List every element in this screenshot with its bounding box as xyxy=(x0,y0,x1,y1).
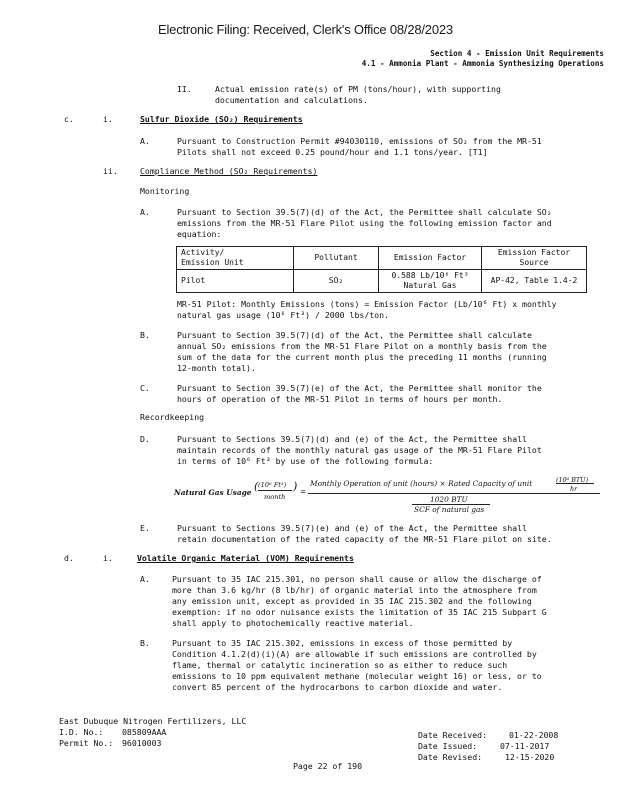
recordkeeping-heading: Recordkeeping xyxy=(140,412,205,422)
m-B-l2: annual SO₂ emissions from the MR-51 Flare Pilot on a monthly basis from the xyxy=(177,341,547,351)
cell-source: AP-42, Table 1.4-2 xyxy=(482,270,587,293)
d-A-l3: any emission unit, except as provided in 35 IAC 215.302 and the following xyxy=(172,596,532,606)
c-A-letter: A. xyxy=(140,136,150,146)
d-B-l3: flame, thermal or catalytic incineration so as either to reduce such xyxy=(172,660,508,670)
date-revised-value: 12-15-2020 xyxy=(505,752,555,762)
date-issued-value: 07-11-2017 xyxy=(500,741,550,751)
m-C-l1: Pursuant to Section 39.5(7)(e) of the Act, the Permittee shall monitor the xyxy=(177,383,542,393)
cell-factor-l2: Natural Gas xyxy=(403,281,457,290)
m-B-l1: Pursuant to Section 39.5(7)(d) of the Act, the Permittee shall calculate xyxy=(177,330,532,340)
footer-permit-value: 96010003 xyxy=(122,738,162,748)
m-A-l3: equation: xyxy=(177,229,222,239)
formula-lhs-den: month xyxy=(264,493,286,501)
th-factor-source xyxy=(482,247,587,270)
formula-lhs-bar xyxy=(258,490,292,491)
date-received-label: Date Received: xyxy=(418,730,488,740)
m-D-l2: maintain records of the monthly natural gas usage of the MR-51 Flare Pilot xyxy=(177,445,542,455)
page-number: Page 22 of 190 xyxy=(293,761,363,771)
d-A-letter: A. xyxy=(140,574,150,584)
d-A-l5: shall apply to photochemically reactive material. xyxy=(172,618,414,628)
m-B-l4: 12-month total). xyxy=(177,363,256,373)
d-B-l5: convert 85 percent of the hydrocarbons to carbon dioxide and water. xyxy=(172,682,503,692)
c-ii-num: ii. xyxy=(103,166,118,176)
d-A-l1: Pursuant to 35 IAC 215.301, no person shall cause or allow the discharge of xyxy=(172,574,542,584)
section-header-line1: Section 4 - Emission Unit Requirements xyxy=(430,49,604,58)
table-row xyxy=(177,270,587,293)
th-emission-factor: Emission Factor xyxy=(379,247,482,270)
cell-factor-l1: 0.588 Lb/10⁶ Ft³ xyxy=(391,271,469,280)
formula-main-bar xyxy=(308,493,600,494)
th-source-l1: Emission Factor xyxy=(497,248,571,257)
date-issued-label: Date Issued: xyxy=(418,741,478,751)
th-activity xyxy=(177,247,294,270)
formula-den1: 1020 BTU xyxy=(430,495,468,504)
m-B-l3: sum of the data for the current month plus the preceding 11 months (running xyxy=(177,352,547,362)
m-E-l2: retain documentation of the rated capacity of the MR-51 Flare pilot on site. xyxy=(177,534,552,544)
date-received-value: 01-22-2008 xyxy=(509,730,559,740)
th-activity-l1: Activity/ xyxy=(181,248,225,257)
m-D-l3: in terms of 10⁶ Ft³ by use of the following formula: xyxy=(177,456,434,466)
formula-equals: = xyxy=(300,487,307,496)
cell-factor xyxy=(379,270,482,293)
emission-factor-table xyxy=(176,246,587,293)
table-header-row xyxy=(177,247,587,270)
cell-pollutant: SO₂ xyxy=(294,270,379,293)
compliance-method-title: Compliance Method (SO₂ Requirements) xyxy=(140,166,318,176)
m-A-l1: Pursuant to Section 39.5(7)(d) of the Act, the Permittee shall calculate SO₂ xyxy=(177,207,552,217)
formula-num-frac-top: (10⁶ BTU) xyxy=(556,476,589,484)
formula-lhs: Natural Gas Usage xyxy=(174,488,252,497)
c-A-l1: Pursuant to Construction Permit #94030110, emissions of SO₂ from the MR-51 xyxy=(177,136,542,146)
formula-num-text: Monthly Operation of unit (hours) × Rated Capacity of unit xyxy=(310,479,533,488)
m-E-letter: E. xyxy=(140,523,150,533)
th-activity-l2: Emission Unit xyxy=(181,258,244,267)
m-D-letter: D. xyxy=(140,434,150,444)
sec-c-num: i. xyxy=(103,114,113,124)
m-A-letter: A. xyxy=(140,207,150,217)
date-revised-label: Date Revised: xyxy=(418,752,483,762)
d-B-l2: Condition 4.1.2(d)(i)(A) are allowable if such emissions are controlled by xyxy=(172,649,537,659)
m-D-l1: Pursuant to Sections 39.5(7)(d) and (e) of the Act, the Permittee shall xyxy=(177,434,527,444)
footer-id-value: 085809AAA xyxy=(122,727,167,737)
c-A-l2: Pilots shall not exceed 0.25 pound/hour and 1.1 tons/year. [T1] xyxy=(177,147,488,157)
sec-d-num: i. xyxy=(103,553,113,563)
m-C-l2: hours of operation of the MR-51 Pilot in terms of hours per month. xyxy=(177,394,503,404)
vom-requirements-title: Volatile Organic Material (VOM) Requirements xyxy=(137,553,354,563)
footer-company: East Dubuque Nitrogen Fertilizers, LLC xyxy=(59,716,247,726)
sec-c-letter: c. xyxy=(64,114,74,124)
formula-num-frac-bot: hr xyxy=(570,485,578,493)
item-text-l1: Actual emission rate(s) of PM (tons/hour), with supporting xyxy=(215,84,501,94)
formula-paren-open: ( xyxy=(254,480,259,493)
d-B-l4: emissions to 10 ppm equivalent methane (molecular weight 16) or less, or to xyxy=(172,671,542,681)
d-A-l4: exemption: if no odor nuisance exists the limitation of 35 IAC 215 Subpart G xyxy=(172,607,547,617)
m-B-letter: B. xyxy=(140,330,150,340)
th-source-l2: Source xyxy=(519,258,549,267)
th-pollutant: Pollutant xyxy=(294,247,379,270)
item-num: II. xyxy=(177,84,192,94)
formula-paren-close: ) xyxy=(293,480,298,493)
formula-den2: SCF of natural gas xyxy=(414,505,485,514)
d-B-l1: Pursuant to 35 IAC 215.302, emissions in excess of those permitted by xyxy=(172,638,513,648)
cell-activity: Pilot xyxy=(177,270,294,293)
section-header-line2: 4.1 - Ammonia Plant - Ammonia Synthesizing Operations xyxy=(361,59,604,68)
equation-l2: natural gas usage (10⁶ Ft³) / 2000 lbs/ton. xyxy=(177,310,389,320)
m-A-l2: emissions from the MR-51 Flare Pilot using the following emission factor and xyxy=(177,218,552,228)
equation-l1: MR-51 Pilot: Monthly Emissions (tons) = Emission Factor (Lb/10⁶ Ft) x monthly xyxy=(177,299,557,309)
sec-d-letter: d. xyxy=(64,553,74,563)
m-C-letter: C. xyxy=(140,383,150,393)
footer-id-label: I.D. No.: xyxy=(59,727,104,737)
formula-lhs-num: (10⁶ Ft³) xyxy=(258,481,287,489)
d-B-letter: B. xyxy=(140,638,150,648)
m-E-l1: Pursuant to Sections 39.5(7)(e) and (e) of the Act, the Permittee shall xyxy=(177,523,527,533)
natural-gas-usage-formula xyxy=(172,478,604,516)
so2-requirements-title: Sulfur Dioxide (SO₂) Requirements xyxy=(140,114,303,124)
item-text-l2: documentation and calculations. xyxy=(215,95,368,105)
footer-permit-label: Permit No.: xyxy=(59,738,114,748)
monitoring-heading: Monitoring xyxy=(140,186,190,196)
efiling-stamp: Electronic Filing: Received, Clerk's Office 08/28/2023 xyxy=(158,22,453,37)
d-A-l2: more than 3.6 kg/hr (8 lb/hr) of organic material into the atmosphere from xyxy=(172,585,537,595)
